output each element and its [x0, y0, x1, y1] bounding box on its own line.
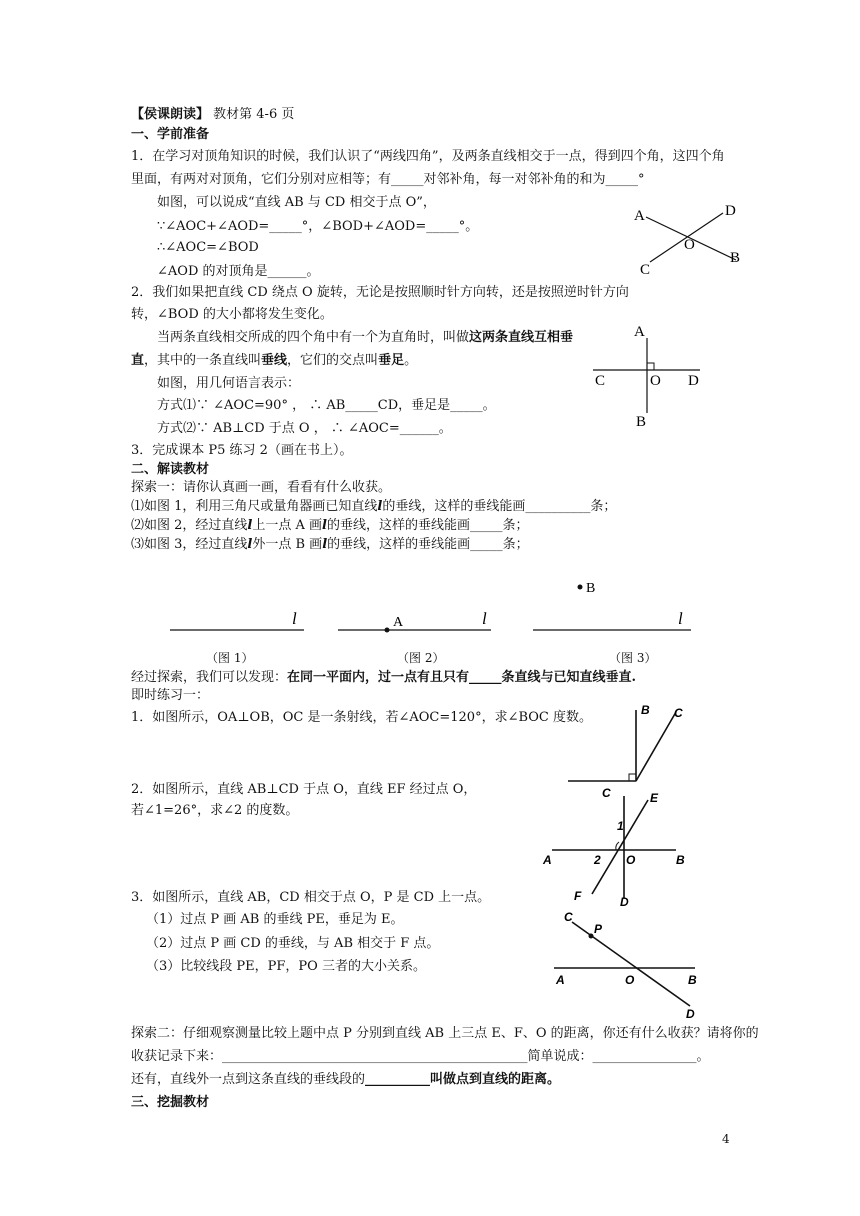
paragraph-line: 探索一：请你认真画一画，看看有什么收获。: [131, 480, 392, 495]
fig2-point-a: [385, 628, 390, 633]
fig3-l-label: l: [678, 609, 683, 628]
intersecting-lines-figure: [628, 196, 748, 284]
figure-caption: （图 2）: [397, 651, 445, 665]
section-1-title: 一、学前准备: [131, 127, 210, 142]
paragraph-line: ∠AOD 的对顶角是______。: [157, 264, 320, 279]
label-d: D: [688, 373, 699, 389]
fig2-a-label: A: [393, 615, 404, 630]
paragraph-line: 3．完成课本 P5 练习 2（画在书上）。: [131, 443, 353, 458]
label-a: A: [543, 853, 552, 867]
bold-term: 垂线: [261, 353, 288, 368]
paragraph-line: [131, 670, 636, 686]
paragraph-line: [131, 518, 528, 534]
bold-definition: __________叫做点到直线的距离。: [365, 1072, 561, 1087]
text-span: 的垂线，这样的垂线能画_____条；: [327, 537, 529, 552]
header: [131, 107, 294, 123]
text-span: 外一点 B 画: [252, 537, 323, 552]
line-ef: [592, 800, 648, 894]
bold-conclusion: 在同一平面内，过一点有且只有_____条直线与已知直线垂直.: [287, 670, 637, 685]
label-b: B: [676, 853, 685, 867]
paragraph-line: 如图，用几何语言表示：: [157, 376, 301, 391]
label-2: 2: [594, 853, 601, 867]
label-c: C: [595, 373, 606, 389]
header-ref: 教材第 4-6 页: [213, 107, 295, 122]
label-o: O: [650, 373, 661, 389]
label-o: O: [684, 237, 695, 253]
paragraph-line: [131, 353, 417, 369]
label-b: B: [636, 414, 647, 430]
text-span: ⑵如图 2，经过直线: [131, 518, 248, 533]
label-o: O: [625, 973, 635, 987]
paragraph-line: 里面，有两对对顶角，它们分别对应相等；有_____对邻补角，每一对邻补角的和为_____°: [131, 172, 645, 187]
paragraph-line: 如图，可以说成“直线 AB 与 CD 相交于点 O”，: [157, 195, 436, 210]
perpendicular-figure: [590, 318, 715, 430]
header-title: 【侯课朗读】: [131, 107, 210, 122]
figure-caption: （图 3）: [609, 651, 657, 665]
paragraph-line: 1．在学习对顶角知识的时候，我们认识了“两线四角”，及两条直线相交于一点，得到四个角，这四个角: [131, 149, 725, 164]
label-e: E: [650, 791, 659, 805]
label-c: C: [640, 262, 651, 278]
paragraph-line: 收获记录下来：_______________________________________________简单说成：________________。: [131, 1049, 710, 1064]
right-angle-mark: [629, 774, 636, 781]
italic-l: l: [322, 518, 327, 533]
label-b: B: [730, 250, 741, 266]
italic-l: l: [322, 537, 328, 552]
paragraph-line: ∵∠AOC+∠AOD=_____°，∠BOD+∠AOD=_____°。: [157, 219, 479, 234]
label-a: A: [556, 973, 565, 987]
paragraph-line: [131, 499, 616, 515]
italic-l: l: [247, 537, 253, 552]
ray-oc: [636, 712, 676, 781]
paragraph-line: [157, 330, 573, 346]
exercise-2: 2．如图所示，直线 AB⊥CD 于点 O，直线 EF 经过点 O，: [131, 782, 477, 797]
exercise-3-part: （3）比较线段 PE，PF，PO 三者的大小关系。: [146, 959, 426, 974]
label-d: D: [725, 203, 736, 219]
text-span: ，其中的一条直线叫: [144, 353, 262, 368]
bold-term: 这两条直线互相垂: [469, 330, 574, 345]
text-span: 的垂线，这样的垂线能画__________条；: [382, 499, 617, 514]
text-span: ⑴如图 1，利用三角尺或量角器画已知直线: [131, 499, 378, 514]
text-span: 经过探索，我们可以发现：: [131, 670, 288, 685]
label-a: A: [634, 208, 645, 224]
paragraph-line: 转，∠BOD 的大小都将发生变化。: [131, 307, 333, 322]
bold-term: 垂足: [378, 353, 405, 368]
paragraph-line: [131, 537, 529, 553]
label-c: C: [564, 910, 573, 924]
figure-caption: （图 1）: [206, 651, 254, 665]
italic-l: l: [247, 518, 253, 533]
exercise-2: 若∠1=26°，求∠2 的度数。: [131, 803, 299, 818]
exercise-title: 即时练习一：: [131, 688, 210, 703]
text-span: ⑶如图 3，经过直线: [131, 537, 248, 552]
label-1: 1: [617, 819, 624, 833]
bold-term: 直: [131, 353, 145, 368]
text-span: 当两条直线相交所成的四个角中有一个为直角时，叫做: [157, 330, 470, 345]
label-d: D: [686, 1007, 695, 1020]
paragraph-line: 方式⑴∵ ∠AOC=90° ， ∴ AB_____CD，垂足是_____。: [157, 398, 496, 413]
label-a: A: [634, 324, 645, 340]
label-f: F: [574, 889, 582, 903]
section-3-title: 三、挖掘教材: [131, 1095, 210, 1110]
text-span: 上一点 A 画: [252, 518, 323, 533]
page-number: 4: [722, 1132, 730, 1146]
exercise-3: 3．如图所示，直线 AB，CD 相交于点 O，P 是 CD 上一点。: [131, 890, 491, 905]
exercise-3-part: （1）过点 P 画 AB 的垂线 PE，垂足为 E。: [146, 912, 404, 927]
exercise-2-figure: [540, 786, 700, 910]
label-c: C: [602, 786, 611, 800]
text-span: 。: [404, 353, 418, 368]
paragraph-line: 方式⑵∵ AB⊥CD 于点 O ， ∴ ∠AOC=______。: [157, 421, 452, 436]
three-line-figures: [160, 572, 720, 644]
exercise-1: 1．如图所示，OA⊥OB，OC 是一条射线，若∠AOC=120°，求∠BOC 度数。: [131, 710, 593, 725]
point-p: [589, 934, 594, 939]
exercise-3-figure: [552, 910, 712, 1020]
text-span: ，它们的交点叫: [287, 353, 379, 368]
exercise-3-part: （2）过点 P 画 CD 的垂线，与 AB 相交于 F 点。: [146, 936, 440, 951]
paragraph-line: ∴∠AOC=∠BOD: [157, 240, 259, 255]
text-span: 的垂线，这样的垂线能画_____条；: [326, 518, 529, 533]
fig3-b-label: B: [586, 581, 596, 596]
text-span: 还有，直线外一点到这条直线的垂线段的: [131, 1072, 366, 1087]
right-angle-mark: [647, 363, 654, 370]
exercise-1-figure: [560, 698, 700, 790]
label-b: B: [688, 973, 697, 987]
section-2-title: 二、解读教材: [131, 462, 210, 477]
label-d: D: [620, 895, 629, 909]
fig3-point-b: [578, 585, 583, 590]
label-c: C: [674, 706, 683, 720]
paragraph-line: 探索二：仔细观察测量比较上题中点 P 分别到直线 AB 上三点 E、F、O 的距离，你还有什么收获？请将你的: [131, 1026, 759, 1041]
fig1-l-label: l: [292, 609, 297, 628]
label-b: B: [641, 703, 650, 717]
label-p: P: [594, 922, 603, 936]
paragraph-line: [131, 1072, 560, 1088]
fig2-l-label: l: [482, 609, 487, 628]
label-o: O: [626, 853, 636, 867]
paragraph-line: 2．我们如果把直线 CD 绕点 O 旋转，无论是按照顺时针方向转，还是按照逆时针方向: [131, 285, 629, 300]
italic-l: l: [377, 499, 383, 514]
